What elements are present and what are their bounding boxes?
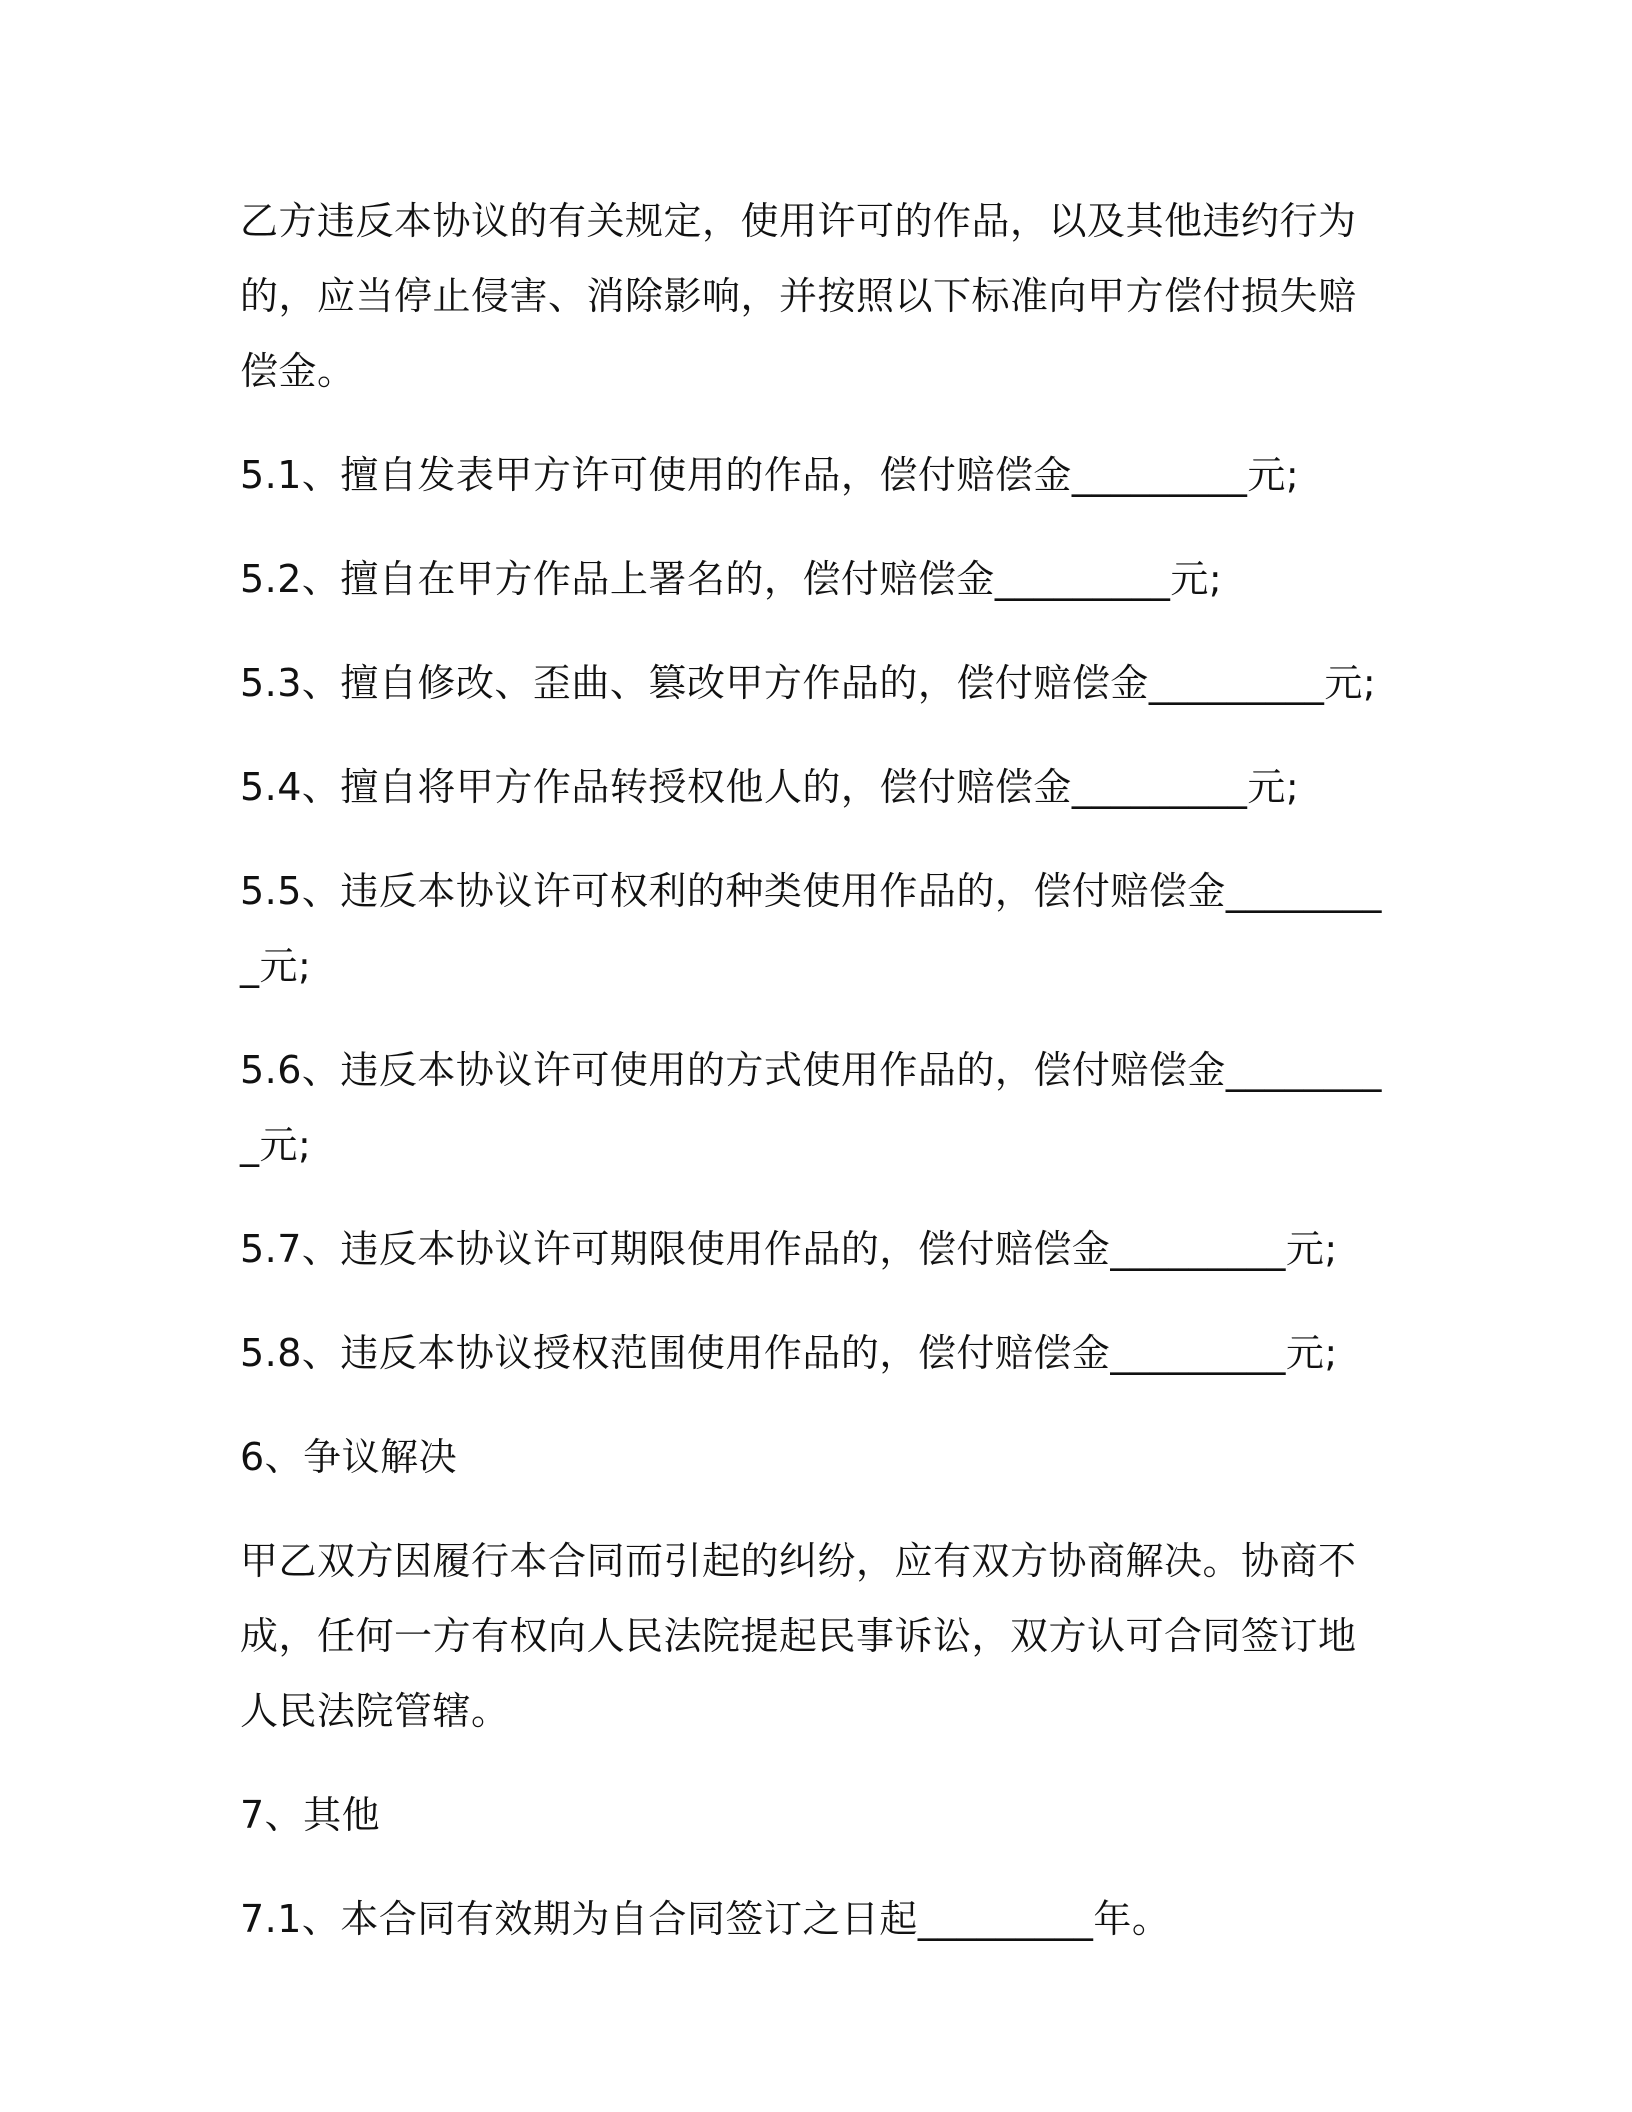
clause-5-7: 5.7、违反本协议许可期限使用作品的，偿付赔偿金_________元; — [240, 1227, 1338, 1271]
section-heading-7: 7、其他 — [240, 1793, 381, 1837]
paragraph-dispute-resolution: 甲乙双方因履行本合同而引起的纠纷，应有双方协商解决。协商不成，任何一方有权向人民法院提起民事诉讼，双方认可合同签订地人民法院管辖。 — [240, 1539, 1357, 1733]
clause-7-1: 7.1、本合同有效期为自合同签订之日起_________年。 — [240, 1897, 1171, 1941]
clause-5-3: 5.3、擅自修改、歪曲、篡改甲方作品的，偿付赔偿金_________元; — [240, 661, 1377, 705]
clause-5-2: 5.2、擅自在甲方作品上署名的，偿付赔偿金_________元; — [240, 557, 1223, 601]
clause-5-8: 5.8、违反本协议授权范围使用作品的，偿付赔偿金_________元; — [240, 1331, 1338, 1375]
clause-5-1: 5.1、擅自发表甲方许可使用的作品，偿付赔偿金_________元; — [240, 453, 1300, 497]
section-heading-6: 6、争议解决 — [240, 1435, 458, 1479]
clause-5-6: 5.6、违反本协议许可使用的方式使用作品的，偿付赔偿金_________元; — [240, 1048, 1382, 1167]
clause-5-5: 5.5、违反本协议许可权利的种类使用作品的，偿付赔偿金_________元; — [240, 869, 1382, 988]
document-body — [240, 184, 1390, 1986]
paragraph-breach-intro: 乙方违反本协议的有关规定，使用许可的作品，以及其他违约行为的，应当停止侵害、消除影响，并按照以下标准向甲方偿付损失赔偿金。 — [240, 199, 1357, 393]
clause-5-4: 5.4、擅自将甲方作品转授权他人的，偿付赔偿金_________元; — [240, 765, 1300, 809]
